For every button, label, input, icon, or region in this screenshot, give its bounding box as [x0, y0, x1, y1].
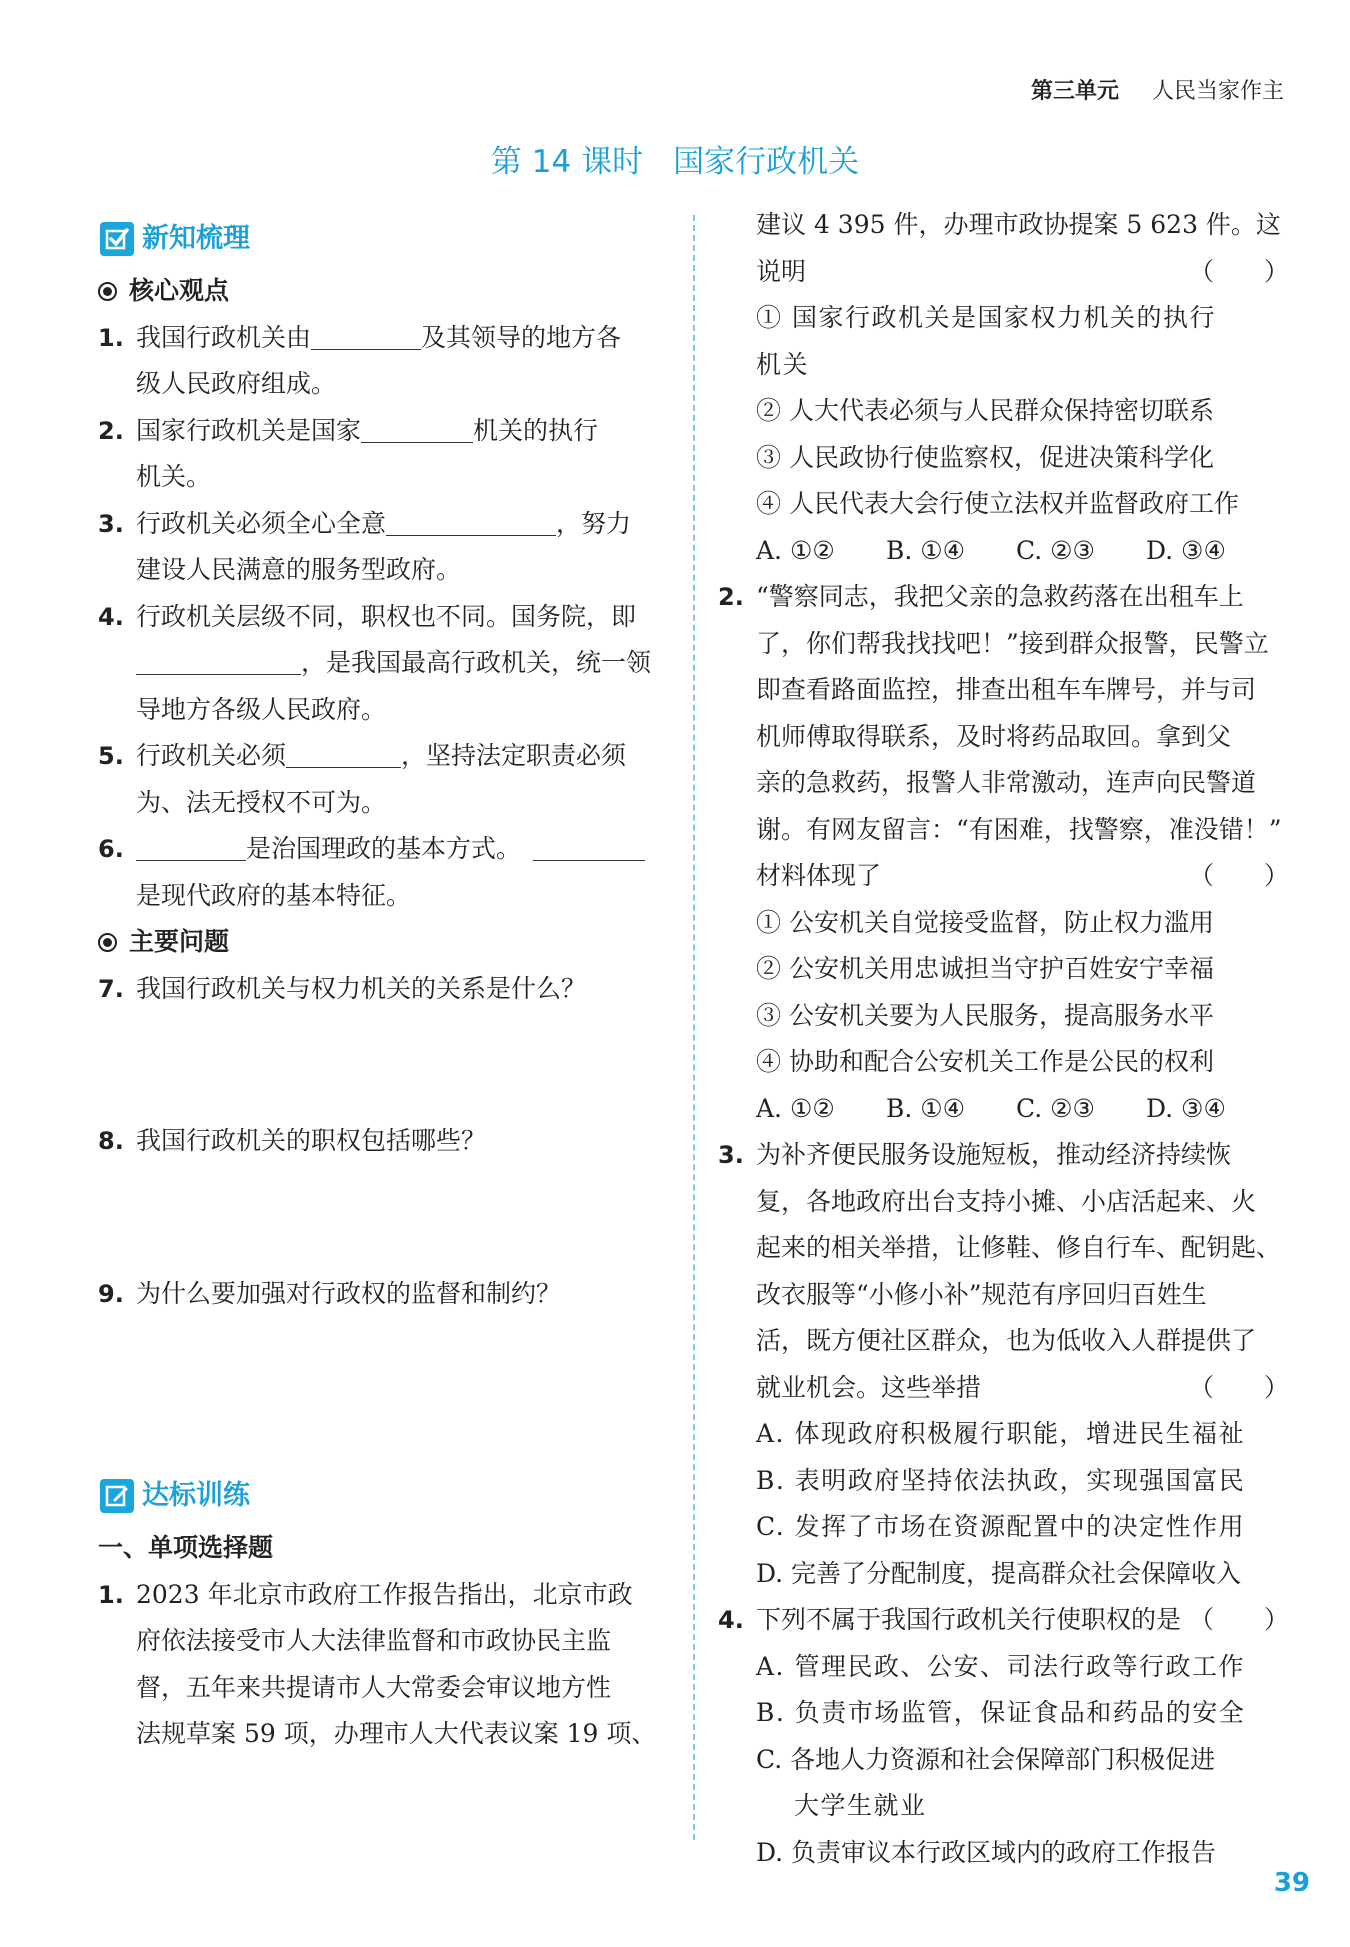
core-views-text: 核心观点 — [129, 276, 230, 305]
answer-blank[interactable] — [136, 644, 301, 675]
unit-title: 人民当家作主 — [1151, 79, 1284, 104]
choice-c[interactable]: C. ②③ — [1016, 535, 1095, 565]
answer-blank[interactable] — [286, 737, 401, 768]
question-text: 我国行政机关与权力机关的关系是什么？ — [136, 973, 587, 1003]
choice-option[interactable]: B. 表明政府坚持依法执政，实现强国富民 — [756, 1465, 1246, 1495]
item-number: 3. — [718, 1141, 744, 1169]
choice-question-4 — [718, 1597, 1291, 1876]
section-new-knowledge-title — [100, 212, 668, 266]
item-text: 机关的执行 — [473, 415, 599, 445]
question-line: 改衣服等“小修小补”规范有序回归百姓生 — [756, 1279, 1207, 1309]
question-line: 建议 4 395 件，办理市政协提案 5 623 件。这 — [756, 210, 1281, 239]
item-text: 机关。 — [136, 462, 212, 491]
statement-option: ③ 公安机关要为人民服务，提高服务水平 — [756, 1000, 1214, 1030]
answer-parentheses[interactable]: （ ） — [1188, 1372, 1289, 1402]
fill-item-5 — [98, 733, 668, 826]
answer-area[interactable] — [98, 1012, 668, 1118]
choice-c[interactable]: C. ②③ — [1016, 1093, 1095, 1123]
item-text: 是治国理政的基本方式。 — [246, 834, 522, 863]
question-line: 活，既方便社区群众，也为低收入人群提供了 — [756, 1326, 1257, 1355]
statement-option: ④ 人民代表大会行使立法权并监督政府工作 — [756, 489, 1239, 518]
item-number: 8. — [98, 1127, 124, 1155]
question-line: 机师傅取得联系，及时将药品取回。拿到父 — [756, 721, 1232, 751]
choice-a[interactable]: A. ①② — [756, 1093, 835, 1123]
item-number: 2. — [718, 583, 744, 611]
question-line: 督，五年来共提请市人大常委会审议地方性 — [136, 1672, 612, 1702]
main-questions-heading — [98, 919, 668, 966]
fill-item-4 — [98, 594, 668, 734]
item-text: 为、法无授权不可为。 — [136, 787, 387, 817]
item-number: 1. — [98, 323, 124, 352]
question-line — [756, 1365, 1291, 1412]
right-column — [718, 202, 1291, 1876]
question-line: 府依法接受市人大法律监督和市政协民主监 — [136, 1626, 612, 1655]
statement-option: ③ 人民政协行使监察权，促进决策科学化 — [756, 442, 1214, 472]
item-text: 行政机关必须全心全意 — [136, 508, 387, 538]
choice-option[interactable]: C. 发挥了市场在资源配置中的决定性作用 — [756, 1512, 1246, 1541]
left-column — [98, 212, 668, 1758]
item-text: 是现代政府的基本特征。 — [136, 880, 412, 910]
answer-blank[interactable] — [311, 319, 421, 350]
answer-blank[interactable] — [136, 830, 246, 861]
item-number: 6. — [98, 835, 124, 863]
question-line: 亲的急救药，报警人非常激动，连声向民警道 — [756, 768, 1257, 797]
choice-b[interactable]: B. ①④ — [886, 535, 966, 565]
choice-a[interactable]: A. ①② — [756, 535, 835, 565]
checkbox-icon — [100, 222, 134, 256]
lesson-name: 国家行政机关 — [673, 144, 860, 180]
question-line: 即查看路面监控，排查出租车车牌号，并与司 — [756, 675, 1257, 704]
item-number: 5. — [98, 742, 124, 770]
item-text: 建设人民满意的服务型政府。 — [136, 555, 462, 584]
choice-question-3 — [718, 1132, 1291, 1597]
item-text: ，是我国最高行政机关，统一领 — [301, 648, 652, 677]
choice-option[interactable]: A. 管理民政、公安、司法行政等行政工作 — [756, 1651, 1245, 1681]
question-line: 复，各地政府出台支持小摊、小店活起来、火 — [756, 1186, 1257, 1216]
choice-question-2 — [718, 574, 1291, 1132]
question-line: “警察同志，我把父亲的急救药落在出租车上 — [756, 582, 1244, 611]
bullet-icon — [98, 282, 117, 301]
question-line: 谢。有网友留言：“有困难，找警察，准没错！” — [756, 814, 1282, 844]
answer-choices — [756, 528, 1291, 575]
question-7 — [98, 966, 668, 1013]
answer-area[interactable] — [98, 1165, 668, 1271]
choice-option-continued: 大学生就业 — [794, 1791, 927, 1820]
column-divider — [693, 215, 695, 1840]
answer-parentheses[interactable]: （ ） — [1188, 861, 1289, 890]
item-text: 行政机关层级不同，职权也不同。国务院，即 — [136, 601, 637, 631]
item-number: 4. — [98, 602, 124, 631]
answer-area[interactable] — [98, 1317, 668, 1469]
lesson-title — [0, 136, 1350, 181]
question-line: 为补齐便民服务设施短板，推动经济持续恢 — [756, 1140, 1232, 1169]
item-text: 导地方各级人民政府。 — [136, 694, 387, 724]
unit-label: 第三单元 — [1030, 79, 1119, 104]
choice-option[interactable]: D. 负责审议本行政区域内的政府工作报告 — [756, 1837, 1217, 1867]
item-number: 7. — [98, 974, 124, 1003]
question-text: 为什么要加强对行政权的监督和制约？ — [136, 1278, 562, 1308]
answer-blank[interactable] — [386, 505, 556, 536]
item-number: 2. — [98, 416, 124, 445]
answer-choices — [756, 1086, 1291, 1133]
choice-d[interactable]: D. ③④ — [1146, 1093, 1226, 1123]
question-text: 说明 — [756, 256, 807, 286]
statement-option: ① 公安机关自觉接受监督，防止权力滥用 — [756, 907, 1214, 937]
question-text: 材料体现了 — [756, 861, 882, 890]
question-text: 就业机会。这些举措 — [756, 1372, 982, 1402]
part-title: 一、单项选择题 — [98, 1533, 274, 1562]
item-number: 3. — [98, 509, 124, 538]
statement-option: ② 人大代表必须与人民群众保持密切联系 — [756, 396, 1214, 425]
question-line: 2023 年北京市政府工作报告指出，北京市政 — [136, 1579, 633, 1609]
answer-blank[interactable] — [361, 412, 473, 443]
choice-option[interactable]: B. 负责市场监管，保证食品和药品的安全 — [756, 1698, 1246, 1727]
question-line — [756, 853, 1291, 900]
statement-option: ① 国家行政机关是国家权力机关的执行 — [756, 303, 1216, 332]
main-questions-text: 主要问题 — [129, 927, 230, 956]
section-title-text: 达标训练 — [142, 1479, 250, 1511]
choice-option[interactable]: C. 各地人力资源和社会保障部门积极促进 — [756, 1744, 1216, 1774]
question-text: 我国行政机关的职权包括哪些？ — [136, 1126, 487, 1155]
question-line: 起来的相关举措，让修鞋、修自行车、配钥匙、 — [756, 1233, 1282, 1262]
page-number: 39 — [1273, 1868, 1310, 1898]
section-title-text: 新知梳理 — [142, 222, 250, 254]
choice-option[interactable]: D. 完善了分配制度，提高群众社会保障收入 — [756, 1558, 1242, 1588]
answer-blank[interactable] — [533, 830, 645, 861]
choice-b[interactable]: B. ①④ — [886, 1093, 966, 1123]
choice-option[interactable]: A. 体现政府积极履行职能，增进民生福祉 — [756, 1419, 1245, 1448]
fill-item-6 — [98, 826, 668, 919]
question-line — [756, 1597, 1291, 1644]
choice-d[interactable]: D. ③④ — [1146, 535, 1226, 565]
question-8 — [98, 1118, 668, 1165]
fill-item-3 — [98, 501, 668, 594]
question-line — [756, 249, 1291, 296]
question-text: 下列不属于我国行政机关行使职权的是 — [756, 1605, 1182, 1634]
item-text: 行政机关必须 — [136, 741, 287, 770]
item-text: 我国行政机关由 — [136, 322, 312, 352]
question-9 — [98, 1271, 668, 1318]
core-views-heading — [98, 268, 668, 315]
item-text: ，努力 — [556, 508, 632, 538]
pencil-note-icon — [100, 1479, 134, 1513]
answer-parentheses[interactable]: （ ） — [1188, 1605, 1289, 1634]
fill-item-1 — [98, 315, 668, 408]
statement-option: ④ 协助和配合公安机关工作是公民的权利 — [756, 1047, 1214, 1076]
item-text: ，坚持法定职责必须 — [401, 741, 627, 770]
answer-parentheses[interactable]: （ ） — [1188, 256, 1289, 286]
item-text: 及其领导的地方各 — [421, 322, 622, 352]
question-line: 法规草案 59 项，办理市人大代表议案 19 项、 — [136, 1719, 657, 1748]
bullet-icon — [98, 933, 117, 952]
choice-question-1 — [98, 1572, 668, 1758]
item-text: 级人民政府组成。 — [136, 369, 337, 398]
question-line: 了，你们帮我找找吧！”接到群众报警，民警立 — [756, 628, 1269, 658]
question-1-continued — [756, 202, 1291, 574]
page-header — [1031, 74, 1284, 105]
section-practice-title — [100, 1469, 668, 1523]
fill-item-2 — [98, 408, 668, 501]
item-text: 国家行政机关是国家 — [136, 415, 362, 445]
item-number: 1. — [98, 1580, 124, 1609]
lesson-number: 第 14 课时 — [490, 144, 644, 180]
statement-option: 机关 — [756, 349, 810, 379]
item-number: 9. — [98, 1279, 124, 1308]
item-number: 4. — [718, 1606, 744, 1634]
statement-option: ② 公安机关用忠诚担当守护百姓安宁幸福 — [756, 954, 1214, 983]
